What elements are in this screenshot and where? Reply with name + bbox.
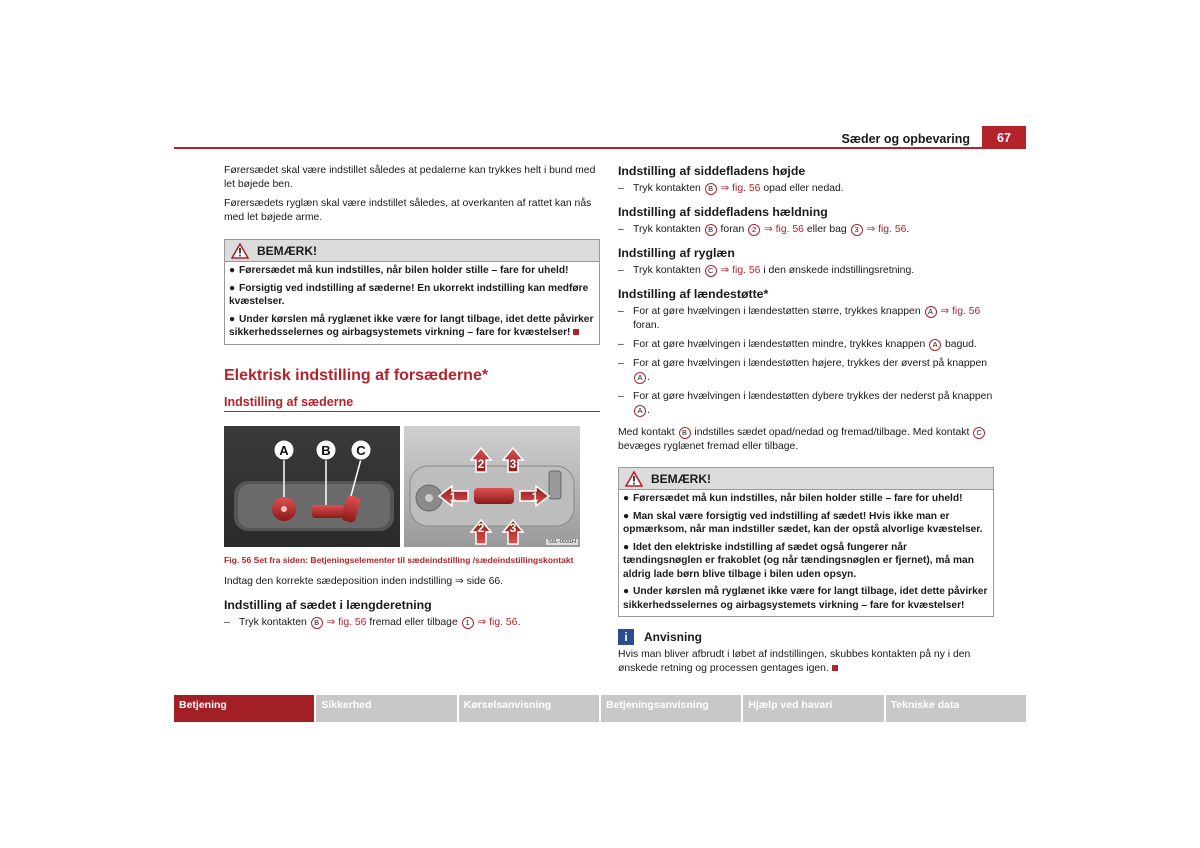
- instruction-item: – For at gøre hvælvingen i lændestøtten større, trykkes knappen A ⇒ fig. 56 foran.: [618, 305, 994, 333]
- figure-reference[interactable]: fig. 56: [489, 616, 518, 628]
- page-number: 67: [982, 126, 1026, 149]
- tab-tekniske-data[interactable]: Tekniske data: [886, 695, 1026, 722]
- contact-paragraph: Med kontakt B indstilles sædet opad/nedad og fremad/tilbage. Med kontakt C bevæges ryglænet fremad eller tilbage.: [618, 426, 994, 454]
- header-rule: [174, 147, 1026, 149]
- warning-title: BEMÆRK!: [651, 471, 711, 486]
- tab-betjening[interactable]: Betjening: [174, 695, 314, 722]
- section-title: Elektrisk indstilling af forsæderne*: [224, 366, 489, 384]
- circle-label-icon: 2: [748, 224, 760, 236]
- instruction-item: – For at gøre hvælvingen i lændestøtten mindre, trykkes knappen A bagud.: [618, 338, 994, 352]
- circle-label-icon: B: [705, 183, 717, 195]
- warning-item: ● Idet den elektriske indstilling af sædet også fungerer når tændingsnøglen er frakoblet (og når tændingsnøglen er fjernet), må man aldrig lade børn blive tilbage i bilen uden opsyn.: [623, 541, 974, 580]
- arrow-label-2: 2: [477, 520, 485, 535]
- warning-box-right: [618, 467, 994, 617]
- instruction-item: – Tryk kontakten C ⇒ fig. 56 i den ønskede indstillingsretning.: [618, 264, 994, 278]
- circle-label-icon: B: [705, 224, 717, 236]
- warning-item: ● Førersædet må kun indstilles, når bilen holder stille – fare for uheld!: [229, 265, 569, 276]
- warning-triangle-icon: [231, 243, 249, 259]
- label-B: B: [321, 442, 331, 458]
- circle-label-icon: 1: [462, 617, 474, 629]
- circle-label-icon: B: [679, 427, 691, 439]
- circle-label-icon: A: [925, 306, 937, 318]
- page-header: [174, 126, 1026, 149]
- chapter-title: Sæder og opbevaring: [841, 132, 970, 146]
- right-column: [618, 164, 994, 681]
- instruction-item: – Tryk kontakten B ⇒ fig. 56 fremad eller tilbage 1 ⇒ fig. 56.: [224, 616, 600, 630]
- circle-label-icon: A: [634, 405, 646, 417]
- intro-paragraph-2: Førersædets ryglæn skal være indstillet således, at overkanten af rattet kan nås med let bøjede arme.: [224, 198, 592, 223]
- circle-label-icon: C: [705, 265, 717, 277]
- instruction-item: – For at gøre hvælvingen i lændestøtten dybere trykkes der nederst på knappen A .: [618, 390, 994, 418]
- instruction-item: – For at gøre hvælvingen i lændestøtten højere, trykkes der øverst på knappen A .: [618, 357, 994, 385]
- arrow-label-1: 1: [531, 489, 539, 504]
- figure-reference[interactable]: fig. 56: [878, 224, 907, 235]
- subheading-height: Indstilling af siddefladens højde: [618, 164, 806, 178]
- figure-code: S6L-0031H: [548, 538, 576, 545]
- warning-item: ● Under kørslen må ryglænet ikke være for langt tilbage, idet dette påvirker sikkerhedsselernes og airbagsystemets virkning – fare for kvæstelser!: [229, 313, 594, 338]
- note-header: [618, 629, 994, 645]
- arrow-label-2: 2: [477, 456, 485, 471]
- note-title: Anvisning: [644, 630, 703, 644]
- warning-item: ● Under kørslen må ryglænet ikke være for langt tilbage, idet dette påvirker sikkerhedsselernes og airbagsystemets virkning – fare for kvæstelser!: [623, 586, 988, 611]
- warning-header: [225, 240, 599, 262]
- instruction-item: – Tryk kontakten B foran 2 ⇒ fig. 56 eller bag 3 ⇒ fig. 56.: [618, 223, 994, 237]
- subheading-backrest: Indstilling af ryglæn: [618, 246, 735, 260]
- instruction-item: – Tryk kontakten B ⇒ fig. 56 opad eller nedad.: [618, 182, 994, 196]
- circle-label-icon: C: [973, 427, 985, 439]
- info-icon: i: [618, 629, 634, 645]
- arrow-label-3: 3: [509, 520, 517, 535]
- warning-item: ● Man skal være forsigtig ved indstilling af sædet! Hvis ikke man er opmærksom, når man indstiller sædet, kan der opstå alvorlige kvæstelser.: [623, 510, 983, 535]
- warning-triangle-icon: [625, 471, 643, 487]
- tab-korselsanvisning[interactable]: Kørselsanvisning: [459, 695, 599, 722]
- para-after-figure: Indtag den korrekte sædeposition inden indstilling ⇒ side 66.: [224, 575, 504, 587]
- figure-caption: Fig. 56 Set fra siden: Betjeningselementer til sædeindstilling /sædeindstillingskontakt: [224, 554, 574, 565]
- figure-reference[interactable]: fig. 56: [952, 306, 981, 317]
- arrow-label-1: 1: [449, 489, 457, 504]
- note-text: Hvis man bliver afbrudt i løbet af indstillingen, skubbes kontakten på ny i den ønskede retning og processen gentages igen.: [618, 649, 971, 674]
- tab-betjeningsanvisning[interactable]: Betjeningsanvisning: [601, 695, 741, 722]
- figure-reference[interactable]: fig. 56: [732, 265, 761, 276]
- subheading-tilt: Indstilling af siddefladens hældning: [618, 205, 828, 219]
- tab-hjaelp-ved-havari[interactable]: Hjælp ved havari: [743, 695, 883, 722]
- section-subtitle: Indstilling af sæderne: [224, 395, 600, 412]
- arrow-label-3: 3: [509, 456, 517, 471]
- figure-reference[interactable]: fig. 56: [338, 616, 367, 628]
- warning-title: BEMÆRK!: [257, 243, 317, 258]
- warning-box-left: [224, 239, 600, 345]
- seat-controls-illustration: [224, 426, 580, 547]
- figure-reference[interactable]: fig. 56: [775, 224, 804, 235]
- warning-item: ● Førersædet må kun indstilles, når bilen holder stille – fare for uheld!: [623, 493, 963, 504]
- end-mark-icon: [573, 329, 579, 335]
- seat-controls-figure: [224, 426, 580, 547]
- seat-switch: [312, 505, 344, 518]
- subheading-lumbar: Indstilling af lændestøtte*: [618, 287, 769, 301]
- end-mark-icon: [832, 665, 838, 671]
- tab-sikkerhed[interactable]: Sikkerhed: [316, 695, 456, 722]
- figure-reference[interactable]: fig. 56: [732, 183, 761, 194]
- left-column: [224, 164, 600, 635]
- subheading-length: Indstilling af sædet i længderetning: [224, 597, 432, 612]
- label-C: C: [356, 442, 366, 458]
- chapter-tabs: [174, 695, 1026, 722]
- label-A: A: [279, 442, 289, 458]
- warning-item: ● Forsigtig ved indstilling af sæderne! En ukorrekt indstilling kan medføre kvæstelser.: [229, 282, 589, 307]
- circle-label-icon: B: [311, 617, 323, 629]
- intro-paragraph-1: Førersædet skal være indstillet således at pedalerne kan trykkes helt i bund med let bøjede ben.: [224, 165, 596, 190]
- warning-header: [619, 468, 993, 490]
- seat-switch-detail: [474, 488, 514, 504]
- circle-label-icon: A: [634, 372, 646, 384]
- circle-label-icon: A: [929, 339, 941, 351]
- circle-label-icon: 3: [851, 224, 863, 236]
